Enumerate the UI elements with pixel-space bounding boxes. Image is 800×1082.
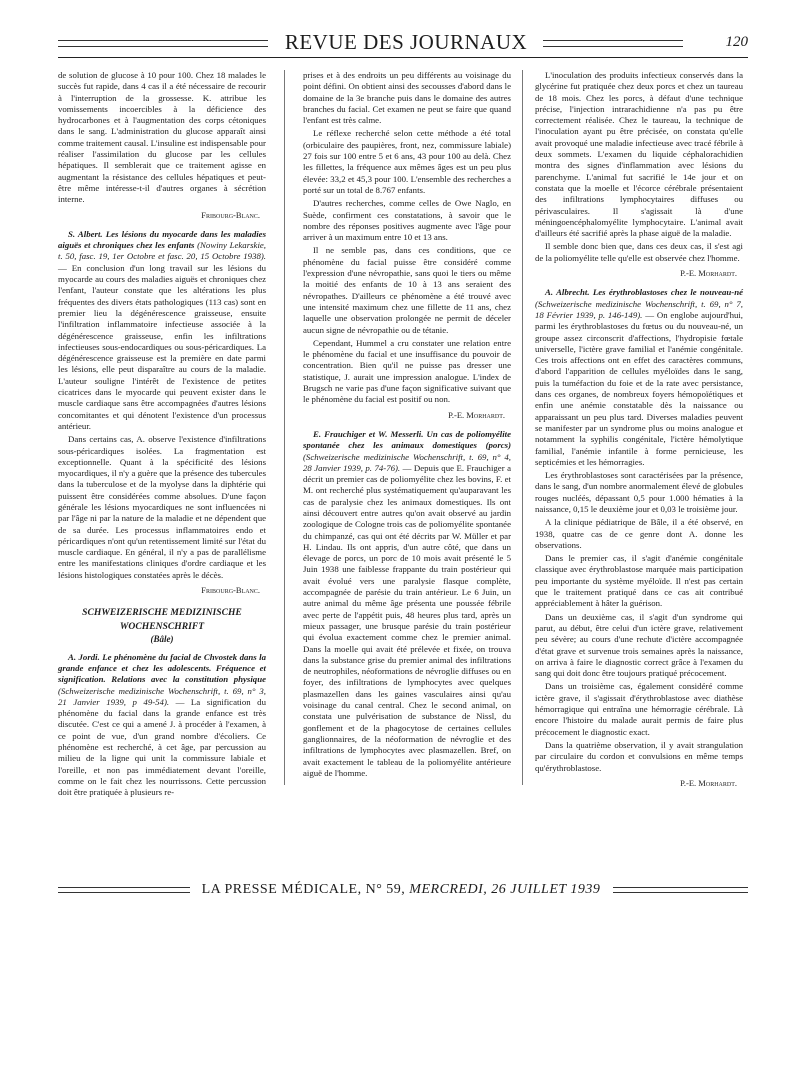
review-heading: A. Jordi. Le phénomène du facial de Chvostek dans la grande enfance et chez les adolescents. Fréquence et signification. Relations avec la constitution physique <box>58 651 266 685</box>
paragraph: Les érythroblastoses sont caractérisées par la présence, dans le sang, d'un nombre anormalement élevé de globules rouges nucléés, dépassant 0,5 pour 1.000 hématies à la naissance, 0,15 le deuxième jour et 0,03 le troisième jour. <box>535 470 743 514</box>
column-2 <box>303 70 511 781</box>
paragraph: Le réflexe recherché selon cette méthode a été total (orbiculaire des paupières, front, nez, commissure labiale) 27 fois sur 100 entre 5 et 6 ans, 43 pour 100 au delà. Chez les fillettes, la fréquence aux mêmes âges est un peu plus élevée: 33,2 et 45,3 pour 100. L'ensemble des recherches a porté sur un total de 8.767 enfants. <box>303 128 511 195</box>
journal-city: (Bâle) <box>150 634 174 645</box>
column-3 <box>535 70 743 797</box>
paragraph: prises et à des endroits un peu différents au voisinage du point défini. On obtient ainsi des secousses d'abord dans le domaine de la 3e branche puis dans le domaine des autres branches du facial. Cet examen ne peut se faire que quand l'enfant est très calme. <box>303 70 511 126</box>
column-1 <box>58 70 266 801</box>
header-rule-right <box>543 40 683 47</box>
page-header <box>58 27 748 58</box>
footer-issue: N° 59, <box>365 882 406 897</box>
paragraph: Il semble donc bien que, dans ces deux cas, il s'est agi de la poliomyélite telle qu'elle est observée chez l'homme. <box>535 241 743 263</box>
page-footer <box>58 880 748 900</box>
paragraph: Dans un troisième cas, également considéré comme ictère grave, il s'agissait d'érythroblastose avec diathèse hémorragique qui entraîna une hémorragie cérébrale. Là encore l'histoire du malade aurait permis de faire plus précocement le diagnostic exact. <box>535 681 743 737</box>
paragraph: de solution de glucose à 10 pour 100. Chez 18 malades le succès fut rapide, dans 4 cas il a été nécessaire de recourir à l'interruption de la grossesse. K. attribue les vomissements incoercibles à la déficience des hydrocarbones et à l'augmentation des corps cétoniques dans le sang. L'administration du glucose apparaît ainsi comme traitement causal. L'insuline est indispensable pour réaliser l'assimilation du glucose par les cellules hépatiques. Il semblerait que ce traitement agisse en augmentant la résistance des cellules hépatiques et peut-être même intéresse-t-il d'autres organes à sécrétion interne. <box>58 70 266 205</box>
author-signature: Fribourg-Blanc. <box>201 585 260 596</box>
running-title: REVUE DES JOURNAUX <box>284 30 528 54</box>
paragraph: Cependant, Hummel a cru constater une relation entre le phénomène du facial et une insuffisance du pouvoir de concentration. Bien qu'il ne puisse pas dresser une statistique, J. aurait une impression analogue. L'index de Brugsch ne varie pas d'une façon significative suivant que le phénomène du facial est positif ou non. <box>303 337 511 405</box>
review-jordi <box>58 652 266 799</box>
page-number: 120 <box>725 34 748 50</box>
header-rule-left <box>58 40 268 47</box>
review-heading: A. Albrecht. Les érythroblastoses chez le nouveau-né <box>545 287 743 298</box>
footer-date: MERCREDI, 26 JUILLET 1939 <box>409 882 601 897</box>
author-signature: P.-E. Morhardt. <box>680 268 737 279</box>
review-albert <box>58 229 266 432</box>
paragraph: Dans certains cas, A. observe l'existence d'infiltrations sous-péricardiques isolées. La fragmentation est exceptionnelle. Quant à la spécificité des lésions myocardiques, il n'y a guère que la présence des tubercules dans la tuberculose et de la myolyse dans la diphtérie qui puissent être considérées comme absolues. D'une façon générale les lésions myocardiques ne sont influencées ni par l'âge ni par la nature de la maladie et ne dépendent que de sa durée. Les processus inflammatoires endo et péricardiques n'ont qu'un retentissement limité sur l'état du muscle cardiaque. En général, il n'y a pas de parallélisme entre les manifestations cliniques d'ordre cardiaque et les lésions histologiques constatées après le décès. <box>58 434 266 580</box>
footer-rule-left <box>58 887 190 893</box>
paragraph: — En conclusion d'un long travail sur les lésions du myocarde au cours des maladies aiguës et chroniques chez l'enfant, l'auteur constate que les altérations les plus fréquentes des divers états pathologiques (113 cas) sont en premier lieu la dégénérescence graisseuse, ensuite l'infiltration inflammatoire infectieuse associée à la dégénérescence graisseuse, enfin les infiltrations infectieuses sous-endocardiques ou sous-péricardiques. La dégénérescence graisseuse est la première en date parmi les lésions, elle peut disparaître au cours de la maladie. L'auteur souligne l'intérêt de l'existence de petites cicatrices dans le myocarde qui peuvent exister dans le muscle cardiaque sans être accompagnées d'autres lésions concomitantes et qui dénotent l'existence d'un processus antérieur. <box>58 262 266 431</box>
paragraph: Dans un deuxième cas, il s'agit d'un syndrome qui parut, au début, être celui d'un ictère grave, relativement peu sévère; au cours d'une rechute d'ictère accompagnée d'état grave et survenue trois semaines après la naissance, on arriva à faire le diagnostic correct grâce à l'examen du sang qui doit donc être toujours pratiqué précocement. <box>535 611 743 679</box>
review-reference: (Nowiny Lekarskie, t. 50, fasc. 19, 1er Octobre et fasc. 20, 15 Octobre 1938). <box>58 240 266 262</box>
author-signature: P.-E. Morhardt. <box>680 777 737 788</box>
paragraph: — On englobe aujourd'hui, parmi les érythroblastoses du fœtus ou du nouveau-né, un groupe assez circonscrit d'affections, l'hydropisie fœtale universelle, l'ictère grave familial et l'anémie congénitale. Ces trois affections ont en effet des caractères communs, d'abord l'apparition de cellules myéloïdes dans le sang, puis la tuméfaction du foie et de la rate avec persistance, dans ces organes, de nombreux foyers hémopoïétiques et enfin une anémie constatable dès la naissance ou apparaissant un peu plus tard. Diverses maladies peuvent se manifester par un syndrome plus ou moins analogue et notamment la syphilis congénitale, l'ictère hémolytique familial, l'anémie infantile à forme pernicieuse, les septicémies et les hémorragies. <box>535 309 744 467</box>
author-signature: Fribourg-Blanc. <box>201 209 260 220</box>
footer-rule-right <box>613 887 748 893</box>
paragraph: L'inoculation des produits infectieux conservés dans la glycérine fut pratiquée chez deux porcs et chez un taureau de 18 mois. Chez les porcs, à défaut d'une technique précise, l'injection intrarachidienne n'a pas pu être correctement réalisée. Chez le taureau, la technique de l'inoculation ayant pu être précisée, on constata qu'elle avait provoqué une maladie infectieuse avec tracé fébrile à deux sommets. L'examen du liquide céphalorachidien montra des signes d'inflammation avec lésions du parenchyme. L'animal fut sacrifié le 14e jour et on constata que la moelle et l'écorce cérébrale présentaient des infiltrations lymphocytaires diffuses ou périvasculaires. Il s'agissait là d'une méningoencéphalomyélite lymphocytaire. L'animal avait d'ailleurs été sacrifié après la phase aiguë de la maladie. <box>535 70 743 239</box>
review-reference: (Schweizerische medizinische Wochenschrift, t. 69, n° 7, 18 Février 1939, p. 146-149). <box>535 298 743 320</box>
paragraph: Dans la quatrième observation, il y avait strangulation par circulaire du cordon et convulsions en même temps qu'érythroblastose. <box>535 739 743 773</box>
paragraph: A la clinique pédiatrique de Bâle, il a été observé, en 1938, quatre cas de ce genre dont A. donne les observations. <box>535 517 743 550</box>
review-frauchiger <box>303 429 511 779</box>
paragraph: D'autres recherches, comme celles de Owe Naglo, en Suède, confirment ces constatations, à savoir que le nombre des réponses positives augmente avec l'âge pour arriver à un maximum entre 10 et 13 ans. <box>303 198 511 243</box>
review-heading: E. Frauchiger et W. Messerli. Un cas de poliomyélite spontanée chez les animaux domestiques (porcs) <box>303 428 511 451</box>
paragraph: — Depuis que E. Frauchiger a décrit un premier cas de poliomyélite chez les bovins, F. et M. ont recherché plus systématiquement qu'auparavant les cas de paralysie chez les animaux domestiques. Ils ont ainsi découvert entre autres qu'on avait observé au jardin zoologique de Cologne trois cas de poliomyélite spontanée du chimpanzé, cas qui ont été décrits par W. Müller et par H. Lindau. Ils ont appris, d'un autre côté, que dans un élevage de porcs, un porc de 10 mois avait présenté le 5 Juin 1938 une faiblesse frappante du train postérieur qui avait évolué vers une paralysie flasque complète, accompagnée de parésie du train antérieur. Le 6 Juin, un autre animal du même âge présenta une poussée fébrile avec perte de l'appétit puis, 48 heures plus tard, après un mieux passager, une brusque parésie du train postérieur qui évolua exactement comme chez le premier animal. Dans la moelle qui avait été prélevée et fixée, on trouva dans la substance grise du premier animal des infiltrations de neutrophiles, néoformations de névroglie diffuses ou en foyer, des infiltrations de lymphocytes avec quelques plasmazellen dans les gaines vasculaires ainsi qu'au voisinage du canal central. Chez le second animal, on constata une pulvérisation de substance de Nissl, du gonflement et de la phagocytose de certaines cellules ganglionnaires, de la néoformation de névroglie et des infiltrations de lymphocytes avec plasmazellen. Bref, on avait exactement le tableau de la poliomyélite antérieure aiguë de l'homme. <box>303 462 512 778</box>
review-reference: (Schweizerische medizinische Wochenschrift, t. 69, n° 3, 21 Janvier 1939, p 49-54). <box>58 685 266 707</box>
author-signature: P.-E. Morhardt. <box>448 409 505 420</box>
paragraph: Dans le premier cas, il s'agit d'anémie congénitale classique avec érythroblastose marquée mais participation peu importante du système myéloïde. Il n'est pas certain que le traitement pratiqué dans ce cas ait contribué appréciablement à hâter la guérison. <box>535 553 743 609</box>
review-albrecht <box>535 287 743 468</box>
paragraph: — La signification du phénomène du facial dans la grande enfance est très discutée. C'est ce qui a amené J. à procéder à l'examen, à ce point de vue, d'un grand nombre d'écoliers. Ce phénomène est recherché, à cet âge, par percussion au milieu de la ligne qui unit la commissure labiale et l'oreille, et non pas immédiatement devant l'oreille, comme on le fait chez les nourrissons. Cette percussion doit être pratiquée à plusieurs re- <box>58 696 266 798</box>
paragraph: Il ne semble pas, dans ces conditions, que ce phénomène du facial puisse être considéré comme l'expression d'une névropathie, sans quoi le tiers ou même la moitié des enfants de 10 à 13 ans seraient des névropathes. D'ailleurs ce phénomène a été trouvé avec une intensité maximum chez une fillette de 11 ans, chez laquelle une observation prolongée ne permit de déceler aucun signe de névropathie ou de tétanie. <box>303 245 511 335</box>
column-divider-1 <box>284 70 285 785</box>
journal-section-title: SCHWEIZERISCHE MEDIZINISCHE WOCHENSCHRIFT <box>82 607 242 633</box>
footer-text <box>196 880 606 900</box>
review-heading: S. Albert. Les lésions du myocarde dans les maladies aiguës et chroniques chez les enfants <box>58 228 266 251</box>
column-divider-2 <box>522 70 523 785</box>
footer-journal: LA PRESSE MÉDICALE, <box>201 882 362 897</box>
review-reference: (Schweizerische medizinische Wochenschrift, t. 69, n° 4, 28 Janvier 1939, p. 74-76). <box>303 451 511 473</box>
